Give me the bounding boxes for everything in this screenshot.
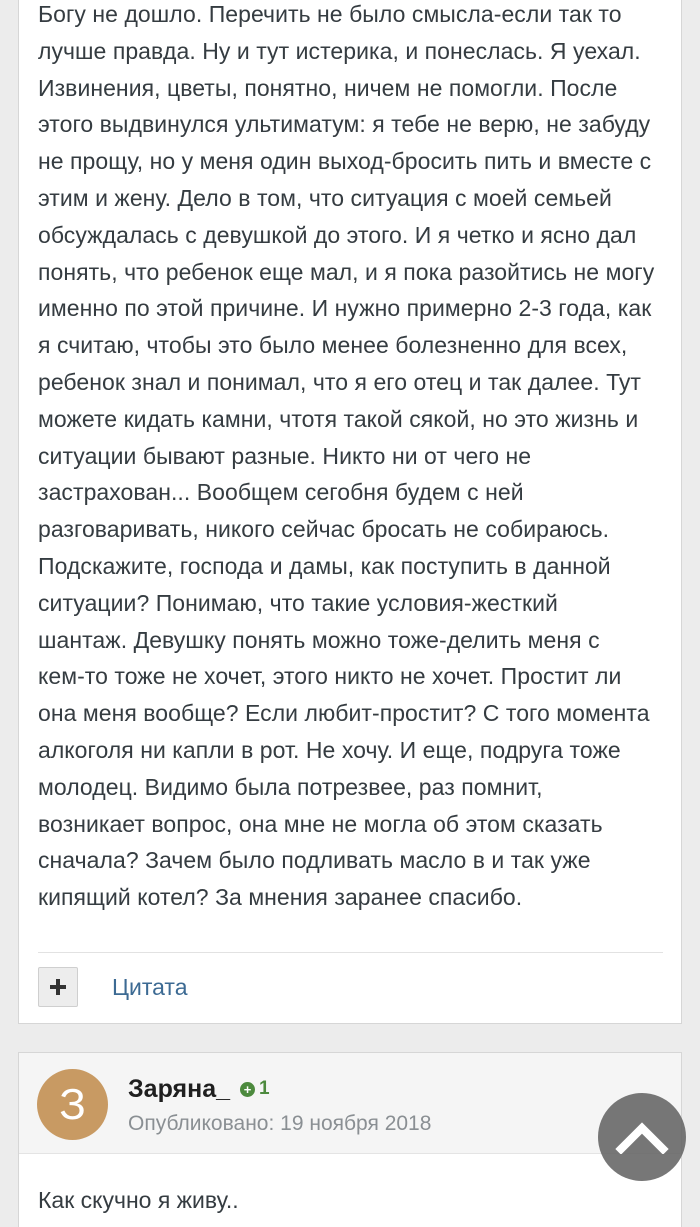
avatar-letter: З bbox=[59, 1079, 86, 1129]
quote-link[interactable]: Цитата bbox=[112, 974, 188, 1000]
avatar[interactable] bbox=[37, 1069, 108, 1140]
published-label: Опубликовано: bbox=[128, 1112, 275, 1135]
reply-post-header bbox=[19, 1053, 681, 1154]
post-card bbox=[18, 0, 682, 1024]
reply-post-card bbox=[18, 1052, 682, 1227]
plus-circle-icon: + bbox=[240, 1082, 255, 1097]
reputation-value: 1 bbox=[259, 1078, 270, 1099]
post-body: Богу не дошло. Перечить не было смысла-если так то лучше правда. Ну и тут истерика, и понеслась. Я уехал. Извинения, цветы, понятно, ничем не помогли. После этого выдвинулся ультиматум: я тебе не верю, не забуду не прощу, но у меня один выход-бросить пить и вместе с этим и жену. Дело в том, что ситуация с моей семьей обсуждалась с девушкой до этого. И я четко и ясно дал понять, что ребенок еще мал, и я пока разойтись не могу именно по этой причине. И нужно примерно 2-3 года, как я считаю, чтобы это было менее болезненно для всех, ребенок знал и понимал, что я его отец и так далее. Тут можете кидать камни, чтотя такой сякой, но это жизнь и ситуации бывают разные. Никто ни от чего не застрахован... Вообщем сегобня будем с ней разговаривать, никого сейчас бросать не собираюсь. Подскажите, господа и дамы, как поступить в данной ситуации? Понимаю, что такие условия-жесткий шантаж. Девушку понять можно тоже-делить меня с кем-то тоже не хочет, этого никто не хочет. Простит ли она меня вообще? Если любит-простит? С того момента алкоголя ни капли в рот. Не хочу. И еще, подруга тоже молодец. Видимо была потрезвее, раз помнит, возникает вопрос, она мне не могла об этом сказать сначала? Зачем было подливать масло в и так уже кипящий котел? За мнения заранее спасибо. bbox=[38, 1, 655, 911]
scroll-to-top-button[interactable] bbox=[598, 1093, 686, 1181]
reply-post-body: Как скучно я живу.. bbox=[38, 1187, 239, 1213]
author-name-link[interactable]: Заряна_ bbox=[128, 1075, 231, 1103]
reputation-badge bbox=[240, 1079, 270, 1099]
multiquote-add-button[interactable] bbox=[38, 967, 78, 1007]
post-divider bbox=[38, 952, 663, 953]
published-date: 19 ноября 2018 bbox=[280, 1112, 432, 1135]
plus-icon bbox=[49, 978, 67, 996]
chevron-up-icon bbox=[615, 1120, 669, 1154]
published-line bbox=[128, 1110, 431, 1138]
